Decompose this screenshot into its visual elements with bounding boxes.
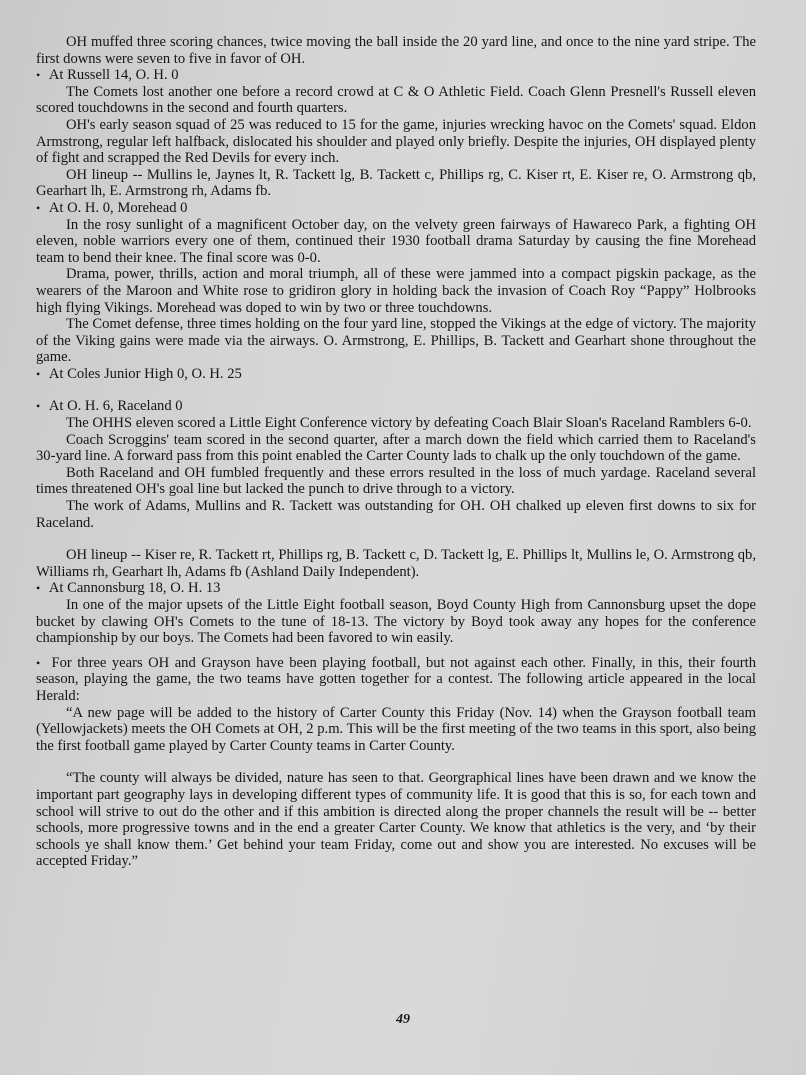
paragraph: Coach Scroggins' team scored in the second quarter, after a march down the field which carried them to Raceland's 30-yard line. A forward pass from this point enabled the Carter County lads to chalk up the only touchdown of the game. (36, 431, 756, 465)
bullet-icon: • (36, 200, 41, 215)
game-heading-text: At O. H. 6, Raceland 0 (48, 398, 183, 415)
paragraph: In the rosy sunlight of a magnificent October day, on the velvety green fairways of Hawareco Park, a fighting OH eleven, noble warriors every one of them, continued their 1930 football drama Saturday by causing the fine Morehead team to bend their knee. The final score was 0-0. (36, 216, 756, 266)
intro-paragraph (36, 655, 756, 705)
spacer (36, 382, 756, 398)
bullet-icon: • (36, 581, 41, 596)
bullet-icon: • (36, 68, 41, 83)
spacer (36, 531, 756, 547)
game-heading (36, 200, 756, 217)
game-heading-text: At Russell 14, O. H. 0 (48, 67, 179, 84)
paragraph: The OHHS eleven scored a Little Eight Conference victory by defeating Coach Blair Sloan's Raceland Ramblers 6-0. (66, 415, 752, 432)
game-heading-text: At O. H. 0, Morehead 0 (48, 199, 188, 216)
game-heading-text: At Coles Junior High 0, O. H. 25 (48, 365, 242, 382)
game-heading-text: At Cannonsburg 18, O. H. 13 (48, 580, 221, 597)
page-body (36, 34, 756, 870)
quote-paragraph: “A new page will be added to the history of Carter County this Friday (Nov. 14) when the Grayson football team (Yellowjackets) meets the OH Comets at OH, 2 p.m. This will be the first meeting of the two teams in this sport, also being the first football game played by Carter County teams in Carter County. (36, 704, 756, 754)
game-heading (36, 580, 756, 597)
paragraph: In one of the major upsets of the Little Eight football season, Boyd County High from Cannonsburg upset the dope bucket by clawing OH's Comets to the tune of 18-13. The victory by Boyd took away any hopes for the conference championship by our boys. The Comets had been favored to win easily. (36, 597, 756, 647)
bullet-icon: • (36, 366, 41, 381)
game-heading (36, 366, 756, 383)
paragraph: The Comet defense, three times holding on the four yard line, stopped the Vikings at the edge of victory. The majority of the Viking gains were made via the airways. O. Armstrong, E. Phillips, B. Tackett and Gearhart shone throughout the game. (36, 316, 756, 366)
paragraph: Both Raceland and OH fumbled frequently and these errors resulted in the loss of much yardage. Raceland several times threatened OH's goal line but lacked the punch to drive through to a victory. (36, 464, 756, 498)
game-heading (36, 398, 756, 415)
paragraph: OH's early season squad of 25 was reduced to 15 for the game, injuries wrecking havoc on the Comets' squad. Eldon Armstrong, regular left halfback, dislocated his shoulder and played only briefly. Despite the injuries, OH displayed plenty of fight and scrapped the Red Devils for every inch. (36, 116, 756, 167)
paragraph: OH muffed three scoring chances, twice moving the ball inside the 20 yard line, and once to the nine yard stripe. The first downs were seven to five in favor of OH. (36, 34, 756, 67)
quote-paragraph: “The county will always be divided, nature has seen to that. Georgraphical lines have been drawn and we know the important part geography lays in developing different types of community life. It is good that this is so, for each town and school will strive to out do the other and if this ambition is directed along the proper channels the result will be -- better schools, more progressive towns and in the end a greater Carter County. We know that athletics is the very, and ‘by their schools ye shall know them.’ Get behind your team Friday, come out and show you are interested. No excuses will be accepted Friday.” (36, 770, 756, 870)
bullet-icon: • (36, 399, 41, 414)
paragraph: Drama, power, thrills, action and moral triumph, all of these were jammed into a compact pigskin package, as the wearers of the Maroon and White rose to gridiron glory in holding back the invasion of Coach Roy “Pappy” Holbrooks high flying Vikings. Morehead was doped to win by two or three touchdowns. (36, 266, 756, 316)
spacer (36, 754, 756, 770)
bullet-icon: • (36, 655, 41, 670)
game-heading (36, 67, 756, 84)
intro-paragraph-text: For three years OH and Grayson have been playing football, but not against each other. Finally, in this, their fourth season, playing the game, the two teams have gotten together for a contest. The following article appeared in the local Herald: (36, 654, 756, 704)
paragraph: OH lineup -- Kiser re, R. Tackett rt, Phillips rg, B. Tackett c, D. Tackett lg, E. Phillips lt, Mullins le, O. Armstrong qb, Williams rh, Gearhart lh, Adams fb (Ashland Daily Independent). (36, 547, 756, 580)
paragraph: OH lineup -- Mullins le, Jaynes lt, R. Tackett lg, B. Tackett c, Phillips rg, C. Kiser rt, E. Kiser re, O. Armstrong qb, Gearhart lh, E. Armstrong rh, Adams fb. (36, 166, 756, 200)
page-number: 49 (396, 1012, 410, 1027)
paragraph: The work of Adams, Mullins and R. Tackett was outstanding for OH. OH chalked up eleven first downs to six for Raceland. (36, 498, 756, 531)
paragraph: The Comets lost another one before a record crowd at C & O Athletic Field. Coach Glenn Presnell's Russell eleven scored touchdowns in the second and fourth quarters. (36, 83, 756, 117)
spacer (36, 647, 756, 655)
